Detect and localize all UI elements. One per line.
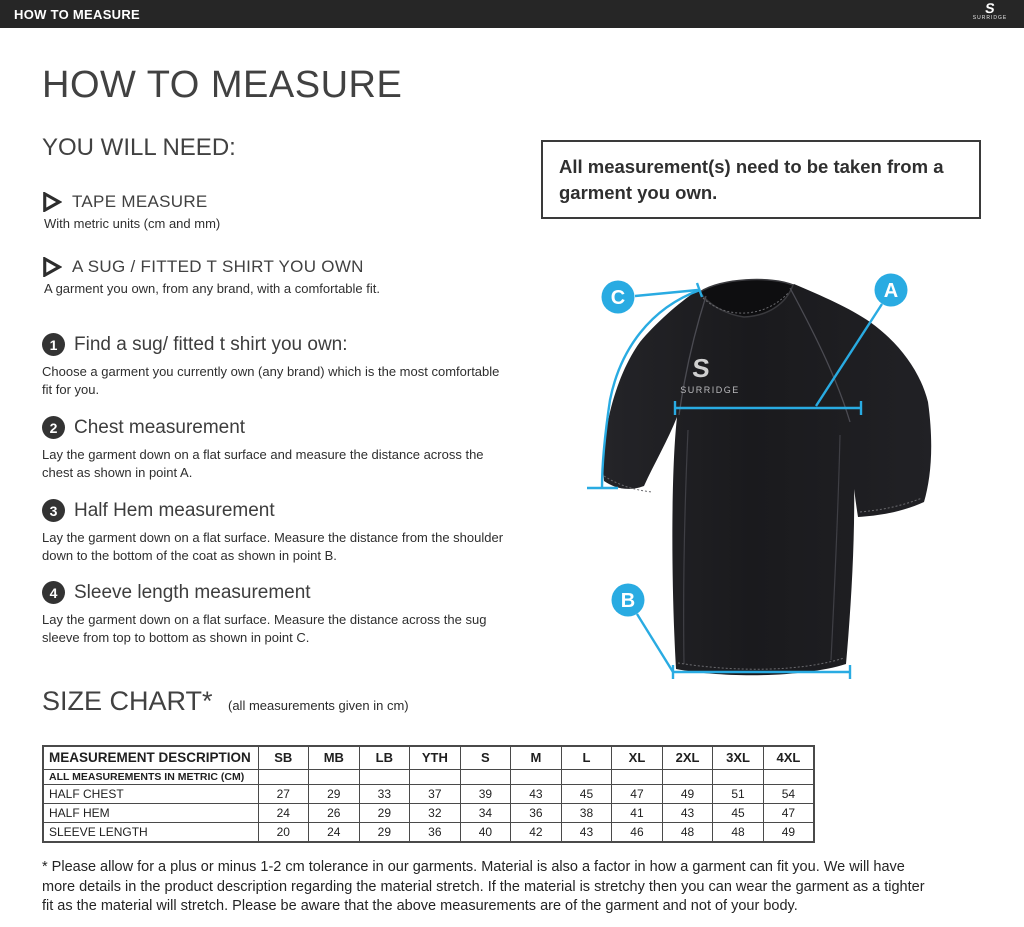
step-number-badge: 1 [42,333,65,356]
shirt-body [603,284,931,675]
step-body: Lay the garment down on a flat surface. Measure the distance across the sug sleeve from top to bottom as shown in point C. [42,612,487,645]
cell-value: 43 [662,803,713,822]
table-row [43,784,814,803]
column-header: MB [309,746,360,769]
shirt-logo-icon: S [691,353,711,383]
step-3 [42,499,520,565]
cell-value: 29 [359,803,410,822]
top-bar [0,0,1024,28]
cell-value: 20 [258,822,309,842]
step-4 [42,581,520,647]
need-item-tape-measure [42,192,522,231]
cell-value: 24 [258,803,309,822]
cell-value: 34 [460,803,511,822]
marker-c-label: C [610,287,626,309]
table-row [43,822,814,842]
shirt-diagram [540,240,1024,700]
cell-value: 24 [309,822,360,842]
cell-value: 36 [511,803,562,822]
table-row [43,803,814,822]
row-label: SLEEVE LENGTH [43,822,258,842]
cell-value: 46 [612,822,663,842]
cell-value: 48 [713,822,764,842]
triangle-bullet-icon [42,257,62,277]
size-chart-note: (all measurements given in cm) [228,698,409,713]
cell-value: 36 [410,822,461,842]
surridge-logo [964,1,1016,21]
cell-value: 47 [763,803,814,822]
need-item-title: TAPE MEASURE [72,192,208,211]
shirt-logo-text: SURRIDGE [680,385,740,395]
cell-value: 42 [511,822,562,842]
triangle-bullet-icon [42,192,62,212]
need-item-title: A SUG / FITTED T SHIRT YOU OWN [72,257,364,276]
cell-value: 54 [763,784,814,803]
step-number-badge: 3 [42,499,65,522]
need-item-subtitle: With metric units (cm and mm) [44,216,221,231]
step-title: Half Hem measurement [74,499,275,521]
cell-value: 51 [713,784,764,803]
cell-value: 43 [561,822,612,842]
cell-value: 48 [662,822,713,842]
size-chart-table [42,745,815,843]
step-body: Choose a garment you currently own (any brand) which is the most comfortable fit for you. [42,364,500,397]
step-number-badge: 2 [42,416,65,439]
cell-value: 43 [511,784,562,803]
column-header: 2XL [662,746,713,769]
cell-value: 47 [612,784,663,803]
footnote: * Please allow for a plus or minus 1-2 cm tolerance in our garments. Material is also a factor in how a garment can fit you. We will have more details in the product description regarding the material stretch. If the material is stretchy then you can wear the garment as a tighter fit as the material will stretch. Please be aware that the above measurements are of the garment and not of your body. [42,859,925,915]
column-header: 3XL [713,746,764,769]
top-bar-title: HOW TO MEASURE [14,6,141,22]
note-box [541,140,981,219]
table-metric-row [43,769,814,784]
row-label: HALF CHEST [43,784,258,803]
cell-value: 26 [309,803,360,822]
row-label: HALF HEM [43,803,258,822]
cell-value: 29 [359,822,410,842]
marker-a-label: A [883,280,899,302]
cell-value: 39 [460,784,511,803]
page-title: HOW TO MEASURE [42,64,403,106]
cell-value: 40 [460,822,511,842]
column-header: M [511,746,562,769]
marker-b-pointer [637,614,673,672]
cell-value: 45 [561,784,612,803]
step-2 [42,416,520,482]
need-item-fitted-tshirt [42,257,522,296]
need-item-subtitle: A garment you own, from any brand, with a comfortable fit. [44,281,380,296]
note-box-text: All measurement(s) need to be taken from a garment you own. [559,156,944,203]
column-header: XL [612,746,663,769]
cell-value: 49 [662,784,713,803]
column-header: 4XL [763,746,814,769]
column-header: SB [258,746,309,769]
step-title: Chest measurement [74,416,246,438]
size-chart-heading: SIZE CHART* [42,686,213,716]
cell-value: 41 [612,803,663,822]
step-number-badge: 4 [42,581,65,604]
cell-value: 45 [713,803,764,822]
column-header: YTH [410,746,461,769]
cell-value: 33 [359,784,410,803]
surridge-logo-text: SURRIDGE [972,15,1008,21]
shirt-graphic [540,240,1024,700]
step-body: Lay the garment down on a flat surface and measure the distance across the chest as shown in point A. [42,447,484,480]
marker-b-label: B [620,590,636,612]
cell-value: 32 [410,803,461,822]
cell-value: 27 [258,784,309,803]
column-header: MEASUREMENT DESCRIPTION [43,746,258,769]
cell-value: 37 [410,784,461,803]
column-header: LB [359,746,410,769]
table-header-row [43,746,814,769]
step-title: Find a sug/ fitted t shirt you own: [74,333,348,355]
you-will-need-heading: YOU WILL NEED: [42,134,236,161]
cell-value: 29 [309,784,360,803]
cell-value: 38 [561,803,612,822]
surridge-logo-icon: S [984,0,996,16]
cell-value: 49 [763,822,814,842]
step-title: Sleeve length measurement [74,581,311,603]
step-1 [42,333,520,399]
metric-label: ALL MEASUREMENTS IN METRIC (CM) [43,769,258,784]
column-header: L [561,746,612,769]
step-body: Lay the garment down on a flat surface. Measure the distance from the shoulder down to the bottom of the coat as shown in point B. [42,530,504,563]
column-header: S [460,746,511,769]
